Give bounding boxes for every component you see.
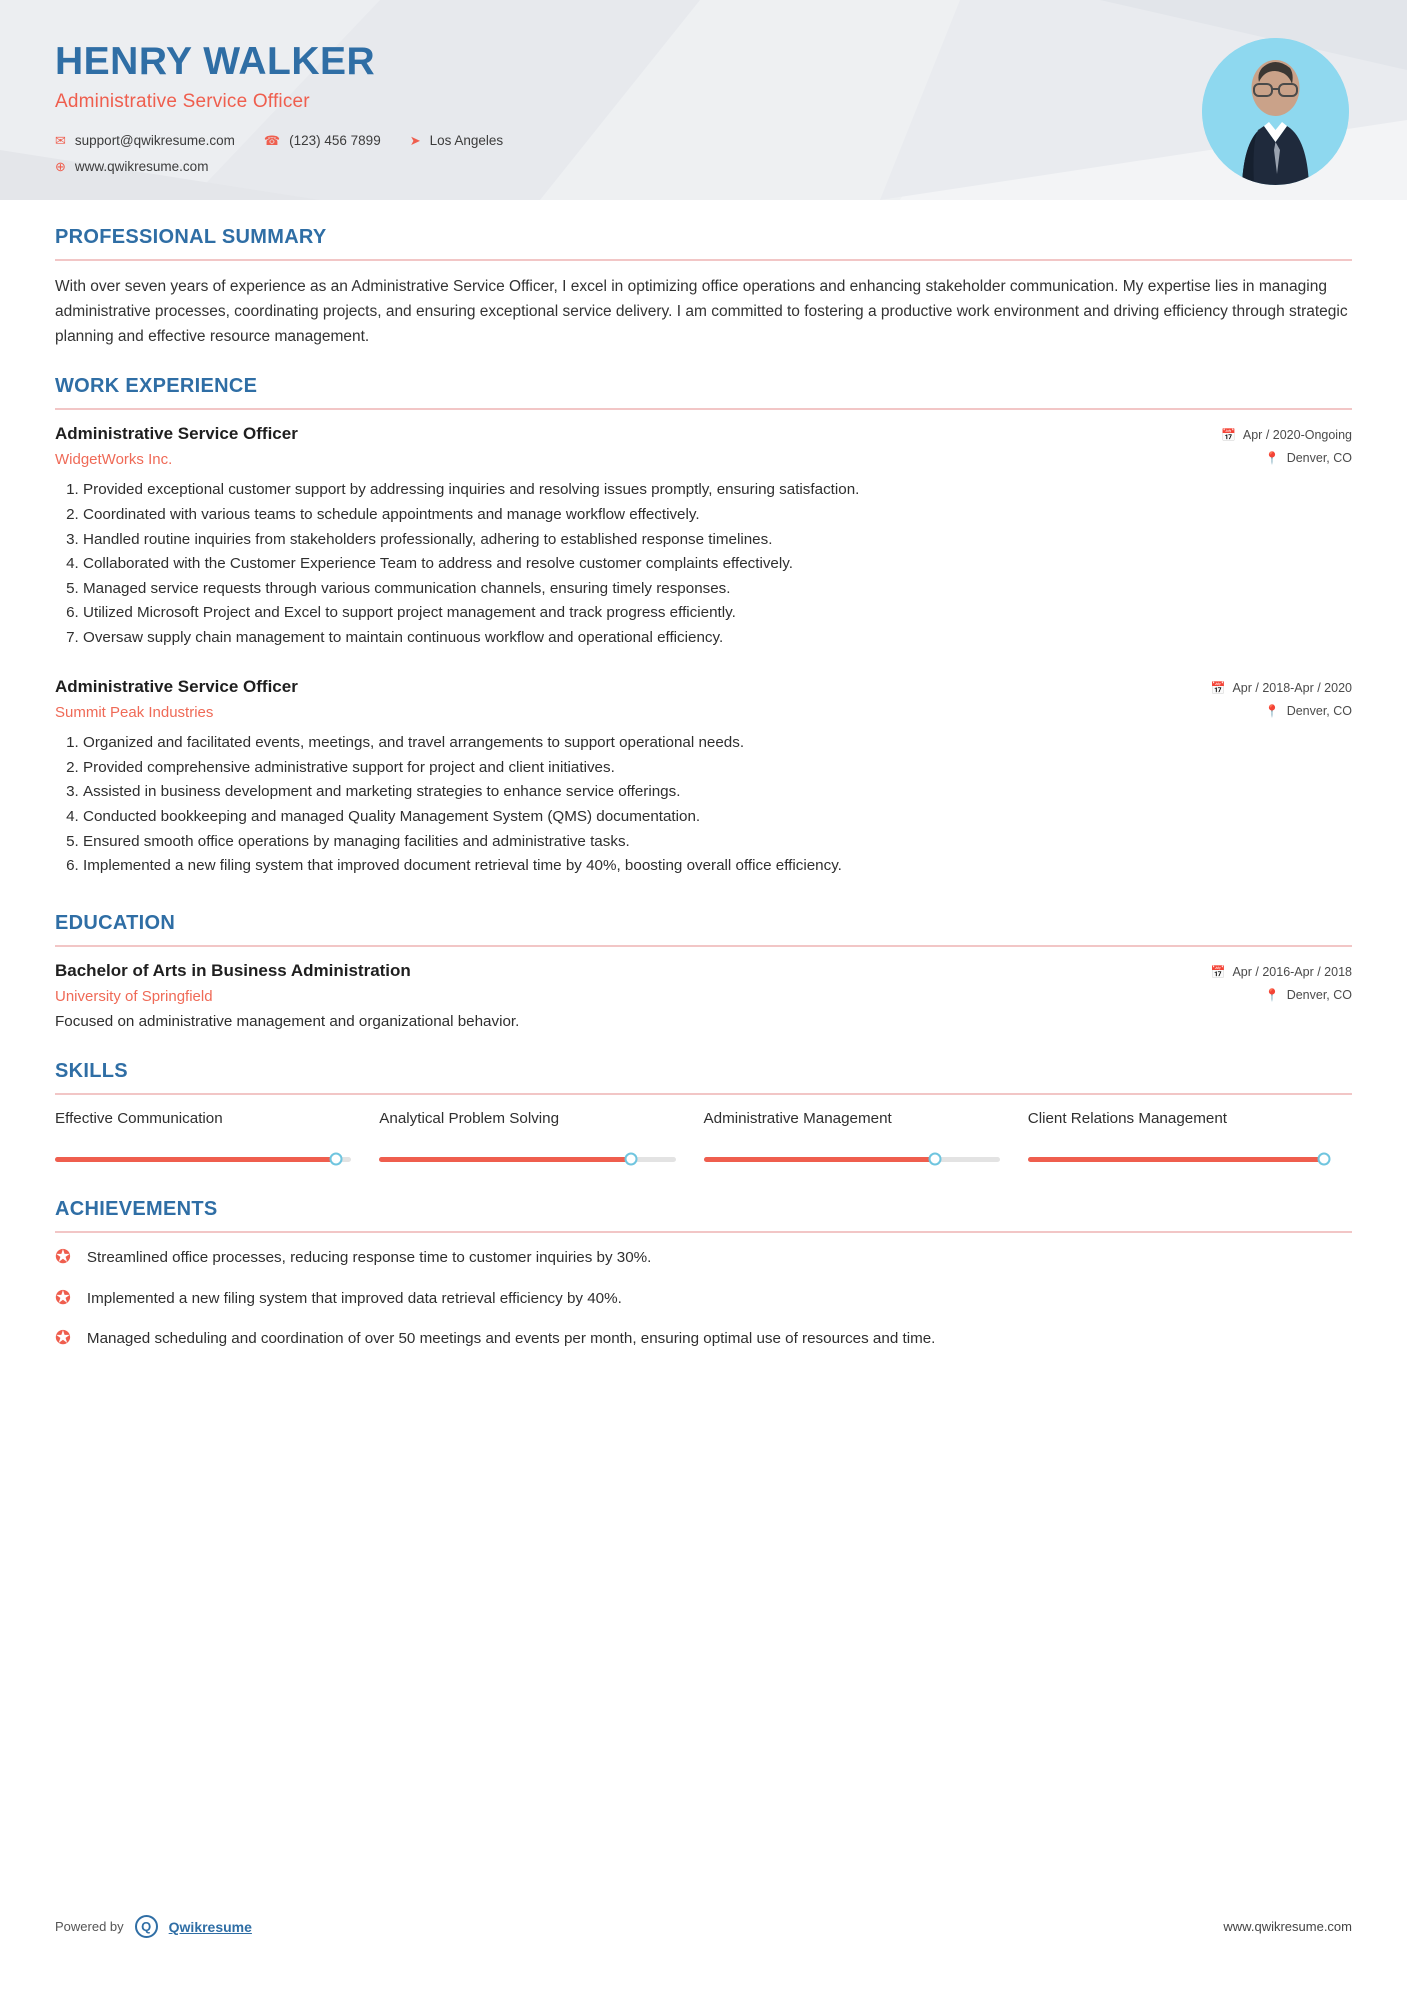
pin-icon: 📍	[1264, 987, 1280, 1002]
section-title-skills: SKILLS	[55, 1059, 128, 1082]
star-icon: ✪	[55, 1246, 71, 1268]
work-role: Administrative Service Officer	[55, 677, 298, 697]
website-icon: ⊕	[55, 158, 66, 174]
skill-item	[1028, 1109, 1352, 1162]
achievement-item	[55, 1247, 1352, 1270]
contact-website-text: www.qwikresume.com	[74, 158, 209, 174]
skill-label: Administrative Management	[703, 1109, 892, 1127]
skill-progress-fill	[379, 1157, 631, 1162]
powered-by-label: Powered by	[55, 1919, 124, 1934]
email-icon: ✉	[55, 132, 66, 148]
work-location-text: Denver, CO	[1286, 451, 1352, 466]
work-entry	[55, 677, 1352, 877]
skill-item	[379, 1109, 703, 1162]
calendar-icon: 📅	[1210, 964, 1226, 979]
contact-location-text: Los Angeles	[429, 132, 504, 148]
skill-progress-bar	[379, 1157, 675, 1162]
work-dates	[1172, 681, 1352, 695]
location-icon: ➤	[409, 132, 421, 148]
skill-item	[704, 1109, 1028, 1162]
work-location	[1172, 451, 1352, 465]
education-school: University of Springfield	[55, 987, 213, 1005]
work-role: Administrative Service Officer	[55, 424, 298, 444]
achievement-item	[55, 1288, 1352, 1311]
page-title: HENRY WALKER	[55, 40, 376, 83]
contact-phone[interactable]	[264, 133, 381, 148]
section-title-work: WORK EXPERIENCE	[55, 375, 258, 398]
skill-progress-bar	[704, 1157, 1000, 1162]
pin-icon: 📍	[1264, 451, 1280, 466]
achievement-text: Managed scheduling and coordination of over 50 meetings and events per month, ensuring optimal use of resources and time.	[86, 1330, 936, 1348]
contact-row-secondary	[55, 159, 1352, 174]
section-divider	[55, 945, 1352, 947]
skill-progress-fill	[1028, 1157, 1324, 1162]
skill-progress-knob[interactable]	[1318, 1153, 1331, 1166]
education-entry	[55, 961, 1352, 1030]
skill-progress-bar	[1028, 1157, 1324, 1162]
achievement-item	[55, 1328, 1352, 1351]
calendar-icon: 📅	[1220, 428, 1236, 443]
summary-text: With over seven years of experience as an Administrative Service Officer, I excel in optimizing office operations and enhancing stakeholder communication. My expertise lies in managing administrative processes, coordinating projects, and ensuring exceptional service delivery. I am committed to fostering a productive work environment and driving efficiency through strategic planning and effective resource management.	[55, 278, 1348, 345]
section-divider	[55, 259, 1352, 261]
work-entry	[55, 424, 1352, 649]
section-professional-summary	[55, 226, 1352, 349]
work-company: Summit Peak Industries	[55, 704, 214, 722]
section-title-summary: PROFESSIONAL SUMMARY	[55, 226, 327, 248]
work-company: WidgetWorks Inc.	[55, 451, 173, 469]
education-location	[1172, 988, 1352, 1002]
list-item: 4. Conducted bookkeeping and managed Quality Management System (QMS) documentation.	[83, 805, 1352, 829]
list-item: 1. Provided exceptional customer support by addressing inquiries and resolving issues promptly, ensuring satisfaction.	[83, 478, 1352, 502]
skill-label: Effective Communication	[55, 1109, 223, 1127]
achievement-text: Implemented a new filing system that improved data retrieval efficiency by 40%.	[86, 1289, 622, 1307]
list-item: 6. Utilized Microsoft Project and Excel to support project management and track progress efficiently.	[83, 601, 1352, 625]
list-item: 7. Oversaw supply chain management to maintain continuous workflow and operational efficiency.	[83, 626, 1352, 650]
education-dates-text: Apr / 2016-Apr / 2018	[1232, 964, 1352, 979]
contact-email[interactable]	[55, 133, 235, 148]
education-description: Focused on administrative management and organizational behavior.	[55, 1012, 520, 1030]
job-title: Administrative Service Officer	[55, 90, 310, 112]
list-item: 1. Organized and facilitated events, meetings, and travel arrangements to support operational needs.	[83, 731, 1352, 755]
calendar-icon: 📅	[1210, 681, 1226, 696]
education-location-text: Denver, CO	[1286, 987, 1352, 1002]
footer-website[interactable]: www.qwikresume.com	[1223, 1919, 1352, 1934]
education-degree: Bachelor of Arts in Business Administration	[55, 960, 411, 980]
list-item: 2. Coordinated with various teams to schedule appointments and manage workflow effectively.	[83, 503, 1352, 527]
contact-location	[410, 133, 503, 148]
education-dates	[1172, 965, 1352, 979]
brand-link[interactable]: Qwikresume	[168, 1918, 252, 1935]
skill-label: Analytical Problem Solving	[379, 1109, 560, 1127]
skill-progress-knob[interactable]	[928, 1153, 941, 1166]
avatar-photo	[1202, 38, 1349, 185]
section-divider	[55, 408, 1352, 410]
section-skills	[55, 1060, 1352, 1162]
pin-icon: 📍	[1264, 704, 1280, 719]
section-divider	[55, 1093, 1352, 1095]
section-title-achievements: ACHIEVEMENTS	[55, 1197, 218, 1220]
list-item: 6. Implemented a new filing system that improved document retrieval time by 40%, boosting overall office efficiency.	[83, 854, 1352, 878]
section-title-education: EDUCATION	[55, 911, 176, 934]
skill-progress-bar	[55, 1157, 351, 1162]
work-dates-text: Apr / 2018-Apr / 2020	[1232, 681, 1352, 696]
contact-email-text: support@qwikresume.com	[74, 132, 235, 148]
phone-icon: ☎	[263, 132, 281, 148]
section-work-experience	[55, 375, 1352, 877]
qwikresume-logo-icon: Q	[135, 1915, 158, 1938]
skill-progress-knob[interactable]	[330, 1153, 343, 1166]
footer-branding	[55, 1915, 252, 1938]
list-item: 3. Handled routine inquiries from stakeholders professionally, adhering to established response timelines.	[83, 528, 1352, 552]
work-location-text: Denver, CO	[1286, 704, 1352, 719]
section-achievements	[55, 1198, 1352, 1351]
contact-row-primary	[55, 133, 1352, 148]
skill-progress-fill	[704, 1157, 935, 1162]
contact-website[interactable]	[55, 159, 208, 174]
star-icon: ✪	[55, 1328, 71, 1350]
list-item: 5. Ensured smooth office operations by managing facilities and administrative tasks.	[83, 830, 1352, 854]
work-bullet-list	[55, 731, 1352, 877]
footer	[55, 1915, 1352, 1938]
achievement-text: Streamlined office processes, reducing response time to customer inquiries by 30%.	[86, 1248, 652, 1266]
avatar	[1202, 38, 1349, 185]
list-item: 2. Provided comprehensive administrative support for project and client initiatives.	[83, 756, 1352, 780]
star-icon: ✪	[55, 1287, 71, 1309]
resume-header	[0, 0, 1407, 200]
list-item: 5. Managed service requests through various communication channels, ensuring timely responses.	[83, 577, 1352, 601]
list-item: 3. Assisted in business development and marketing strategies to enhance service offerings.	[83, 780, 1352, 804]
skill-progress-knob[interactable]	[625, 1153, 638, 1166]
skills-grid	[55, 1109, 1352, 1162]
section-education	[55, 912, 1352, 1030]
work-dates-text: Apr / 2020-Ongoing	[1242, 428, 1352, 443]
skill-label: Client Relations Management	[1027, 1109, 1227, 1127]
skill-progress-fill	[55, 1157, 336, 1162]
work-bullet-list	[55, 478, 1352, 649]
list-item: 4. Collaborated with the Customer Experience Team to address and resolve customer complaints effectively.	[83, 552, 1352, 576]
work-location	[1172, 704, 1352, 718]
work-dates	[1172, 428, 1352, 442]
skill-item	[55, 1109, 379, 1162]
contact-phone-text: (123) 456 7899	[289, 132, 381, 148]
section-divider	[55, 1231, 1352, 1233]
